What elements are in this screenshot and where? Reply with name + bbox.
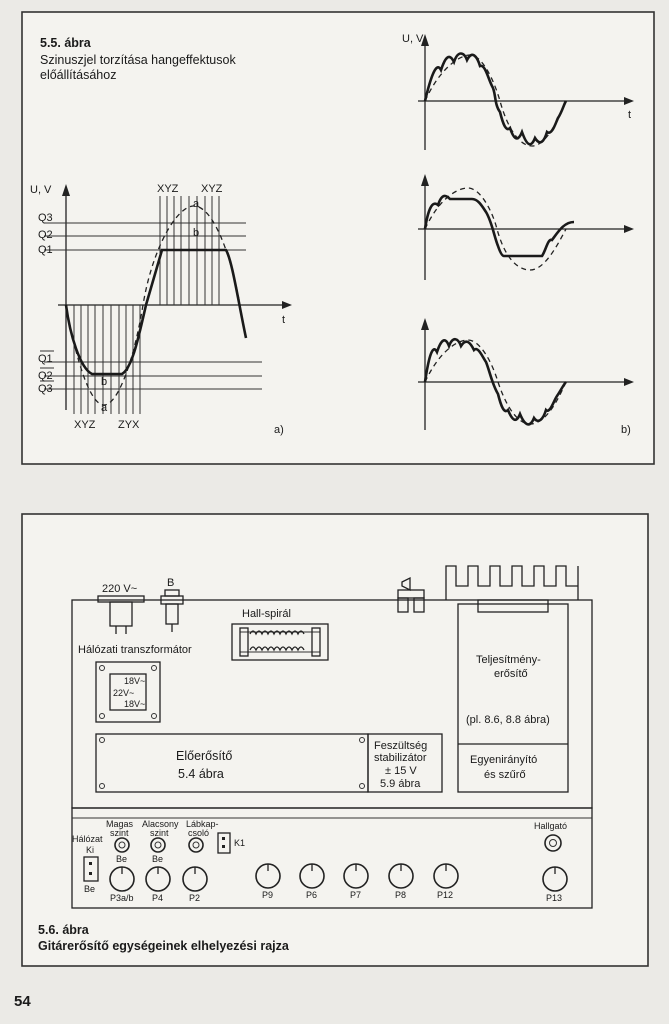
knob-p4-label: P4	[152, 893, 164, 903]
part-b-label: b)	[621, 424, 631, 436]
low-level-label-1: Alacsony	[142, 819, 179, 829]
knob-p6-label: P6	[306, 890, 318, 900]
transformer-v1: 18V~	[124, 676, 146, 686]
knob-p12-label: P12	[437, 890, 454, 900]
high-level-be: Be	[116, 854, 128, 864]
page-number: 54	[14, 993, 31, 1010]
rectifier-label-2: és szűrő	[484, 769, 526, 781]
knob-p3ab	[110, 867, 134, 903]
top-xyz-2: XYZ	[201, 183, 223, 195]
bottom-xyz-1: XYZ	[74, 419, 96, 431]
mains-switch-off: Ki	[86, 845, 95, 855]
q3-neg-label: Q3	[38, 383, 53, 395]
figure-5-6-caption: Gitárerősítő egységeinek elhelyezési rajza	[38, 939, 289, 953]
bottom-xyz-2: ZYX	[118, 419, 140, 431]
stabilizer-label-3: ± 15 V	[385, 765, 417, 777]
mains-switch-on: Be	[84, 884, 96, 894]
power-amp-ref: (pl. 8.6, 8.8 ábra)	[466, 714, 550, 726]
preamp-label-1: Előerősítő	[176, 749, 233, 763]
power-amp-label-1: Teljesítmény-	[476, 654, 541, 666]
k1-label: K1	[234, 838, 246, 848]
transformer-label: Hálózati transzformátor	[78, 644, 192, 656]
mains-switch-label: Hálózat	[72, 834, 103, 844]
plot-b-y-label: U, V	[402, 33, 424, 45]
stabilizer-label-2: stabilizátor	[374, 752, 427, 764]
transformer-v3: 18V~	[124, 699, 146, 709]
knob-p3ab-label: P3a/b	[110, 893, 134, 903]
curve-b-label-bottom: b	[101, 376, 108, 388]
knob-p8-label: P8	[395, 890, 407, 900]
plot-b-x-label: t	[628, 109, 632, 121]
knob-p9-label: P9	[262, 890, 274, 900]
mains-voltage-label: 220 V~	[102, 583, 138, 595]
knob-p13-label: P13	[546, 893, 563, 903]
plot-a-y-label: U, V	[30, 184, 52, 196]
high-level-label-1: Magas	[106, 819, 134, 829]
stabilizer-label-4: 5.9 ábra	[380, 778, 421, 790]
figure-5-5-number: 5.5. ábra	[40, 36, 91, 50]
figure-5-5-caption-line2: előállításához	[40, 68, 117, 82]
footswitch-label-2: csoló	[188, 828, 210, 838]
fuse-label: B	[167, 577, 175, 589]
top-xyz-1: XYZ	[157, 183, 179, 195]
knob-p2-label: P2	[189, 893, 201, 903]
plot-a-x-label: t	[282, 314, 286, 326]
part-a-label: a)	[274, 424, 284, 436]
figure-5-6-number: 5.6. ábra	[38, 923, 89, 937]
knob-p7-label: P7	[350, 890, 362, 900]
headphone-label: Hallgató	[534, 821, 568, 831]
q2-neg-label: Q2	[38, 370, 53, 382]
hall-spiral-label: Hall-spirál	[242, 608, 291, 620]
preamp-label-2: 5.4 ábra	[178, 767, 224, 781]
figure-5-5-caption-line1: Szinuszjel torzítása hangeffektusok	[40, 53, 236, 67]
figure-5-5-frame	[22, 12, 654, 464]
q3-label: Q3	[38, 212, 53, 224]
low-level-be: Be	[152, 854, 164, 864]
low-level-label-2: szint	[150, 828, 169, 838]
curve-a-label-top: a	[193, 198, 200, 210]
q2-label: Q2	[38, 229, 53, 241]
curve-a-label-bottom: a	[101, 402, 108, 414]
footswitch-label-1: Lábkap-	[186, 819, 219, 829]
transformer-v2: 22V~	[113, 688, 135, 698]
rectifier-label-1: Egyenirányító	[470, 754, 538, 766]
curve-b-label-top: b	[193, 227, 200, 239]
q1-label: Q1	[38, 244, 53, 256]
stabilizer-label-1: Feszültség	[374, 740, 428, 752]
power-amp-label-2: erősítő	[494, 668, 528, 680]
q1-neg-label: Q1	[38, 353, 53, 365]
high-level-label-2: szint	[110, 828, 129, 838]
